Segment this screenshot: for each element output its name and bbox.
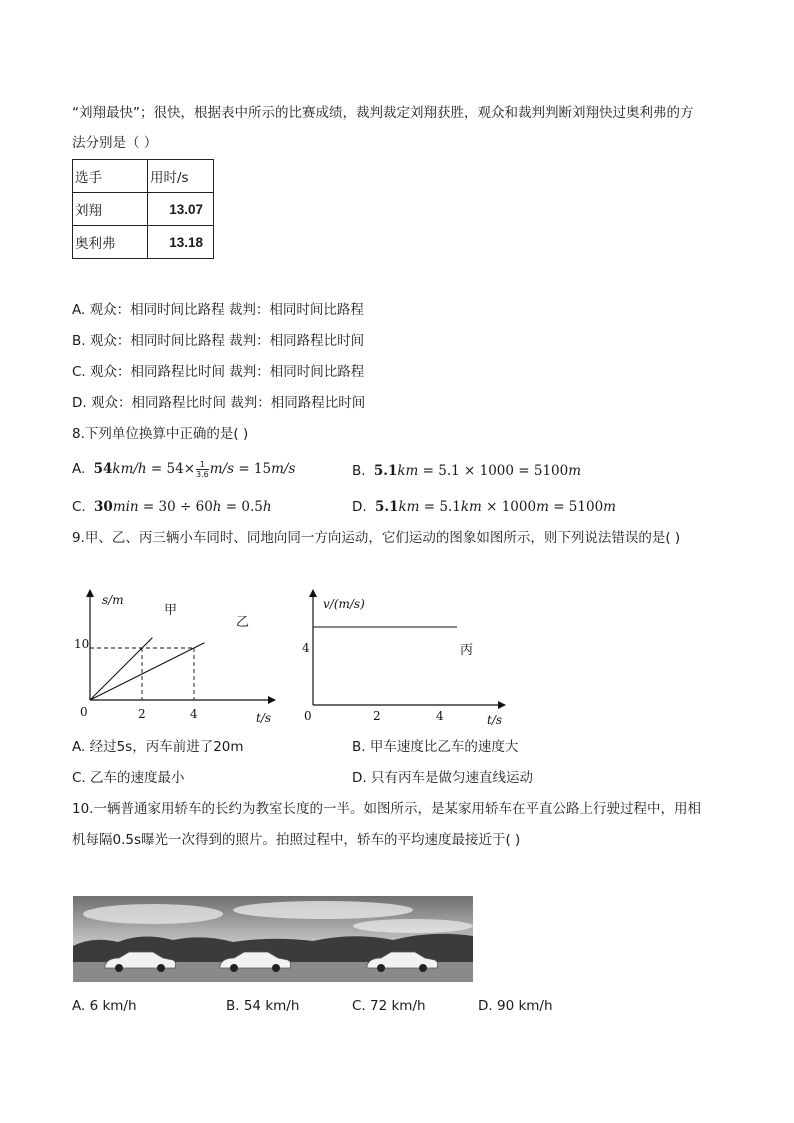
q7-option-a[interactable]: A. 观众：相同时间比路程 裁判：相同时间比路程 [72, 302, 364, 318]
table-cell: 13.18 [148, 226, 214, 259]
q7-option-c[interactable]: C. 观众：相同路程比时间 裁判：相同时间比路程 [72, 364, 365, 380]
table-row [73, 193, 214, 226]
q9-option-a[interactable]: A. 经过5s，丙车前进了20m [72, 739, 244, 755]
fraction-numerator: 1 [196, 460, 209, 470]
cloud [233, 901, 413, 919]
graph2-ytick: 4 [302, 641, 310, 655]
option-label: B. [352, 463, 366, 479]
q10-stem-line1: 10.一辆普通家用轿车的长约为教室长度的一半。如图所示，是某家用轿车在平直公路上行驶过程中，用相 [72, 801, 701, 817]
graph1 [74, 590, 275, 725]
unit: m [568, 463, 582, 479]
option-number: 54 [93, 461, 113, 477]
q8-option-d[interactable] [352, 497, 616, 517]
option-number: 5.1 [373, 463, 398, 479]
q9-graphs [60, 580, 540, 730]
graph2-xtick: 4 [436, 709, 444, 723]
unit: m [603, 499, 616, 515]
table-row [73, 226, 214, 259]
graph2-xtick: 2 [373, 709, 381, 723]
graph2 [302, 590, 505, 727]
unit: km [398, 499, 420, 515]
graph1-series-line [90, 643, 204, 700]
fraction [196, 460, 209, 479]
q7-option-d[interactable]: D. 观众：相同路程比时间 裁判：相同路程比时间 [72, 395, 366, 411]
option-text: × 1000 [481, 499, 537, 515]
graph2-ylabel: v/(m/s) [323, 597, 365, 611]
option-label: D. [352, 499, 367, 515]
option-text: = 5.1 [419, 499, 461, 515]
option-text: = 0.5 [221, 499, 263, 515]
score-table [72, 159, 214, 259]
graph1-ylabel: s/m [102, 593, 124, 607]
cloud [353, 919, 473, 933]
unit: h [262, 499, 272, 515]
q7-stem-line2: 法分别是（ ） [72, 135, 158, 151]
q10-option-d[interactable]: D. 90 km/h [478, 998, 553, 1014]
q9-option-d[interactable]: D. 只有丙车是做匀速直线运动 [352, 770, 533, 786]
q8-option-b[interactable] [352, 461, 581, 481]
graph2-origin: 0 [304, 709, 312, 723]
graph1-series-line [90, 638, 152, 700]
q10-stem-line2: 机每隔0.5s曝光一次得到的照片。拍照过程中，轿车的平均速度最接近于( ) [72, 832, 521, 848]
unit: m [536, 499, 549, 515]
graph1-xlabel: t/s [256, 711, 272, 725]
car-photo [73, 896, 473, 982]
unit: h [212, 499, 222, 515]
unit: km/h [112, 461, 147, 477]
option-text: = 30 ÷ 60 [138, 499, 213, 515]
graph2-label-bing: 丙 [460, 643, 474, 658]
q10-option-c[interactable]: C. 72 km/h [352, 998, 426, 1014]
unit: m/s [209, 461, 235, 477]
unit: km [460, 499, 482, 515]
option-number: 30 [94, 499, 113, 515]
option-label: C. [72, 499, 86, 515]
graph1-origin: 0 [80, 705, 88, 719]
q7-option-b[interactable]: B. 观众：相同时间比路程 裁判：相同路程比时间 [72, 333, 365, 349]
option-text: = 15 [234, 461, 272, 477]
table-cell: 刘翔 [73, 193, 148, 226]
option-number: 5.1 [374, 499, 399, 515]
q8-option-a[interactable] [72, 459, 295, 479]
q10-option-a[interactable]: A. 6 km/h [72, 998, 137, 1014]
unit: min [112, 499, 139, 515]
table-header-cell: 选手 [73, 160, 148, 193]
option-text: = 5.1 × 1000 = 5100 [418, 463, 569, 479]
q7-stem-line1: “刘翔最快”；很快，根据表中所示的比赛成绩，裁判裁定刘翔获胜，观众和裁判判断刘翔快过奥利弗的方 [72, 105, 694, 121]
option-text: = 54× [146, 461, 196, 477]
option-text: = 5100 [548, 499, 604, 515]
graph1-label-jia: 甲 [164, 603, 178, 618]
table-row [73, 160, 214, 193]
q10-option-b[interactable]: B. 54 km/h [226, 998, 300, 1014]
table-header-cell: 用时/s [148, 160, 214, 193]
option-label: A. [72, 461, 86, 477]
q8-stem: 8.下列单位换算中正确的是( ) [72, 426, 249, 442]
graph1-ytick: 10 [74, 637, 90, 651]
q9-stem: 9.甲、乙、丙三辆小车同时、同地向同一方向运动，它们运动的图象如图所示，则下列说法错误的是( ) [72, 530, 681, 546]
table-cell: 奥利弗 [73, 226, 148, 259]
graph1-xtick: 2 [138, 707, 146, 721]
graph1-xtick: 4 [190, 707, 198, 721]
unit: m/s [271, 461, 296, 477]
q8-option-c[interactable] [72, 497, 272, 517]
table-cell: 13.07 [148, 193, 214, 226]
cloud [83, 904, 223, 924]
fraction-denominator: 3.6 [196, 469, 209, 479]
unit: km [397, 463, 419, 479]
q9-option-c[interactable]: C. 乙车的速度最小 [72, 770, 185, 786]
graph2-xlabel: t/s [487, 713, 503, 727]
graph1-label-yi: 乙 [236, 615, 250, 630]
q9-option-b[interactable]: B. 甲车速度比乙车的速度大 [352, 739, 519, 755]
